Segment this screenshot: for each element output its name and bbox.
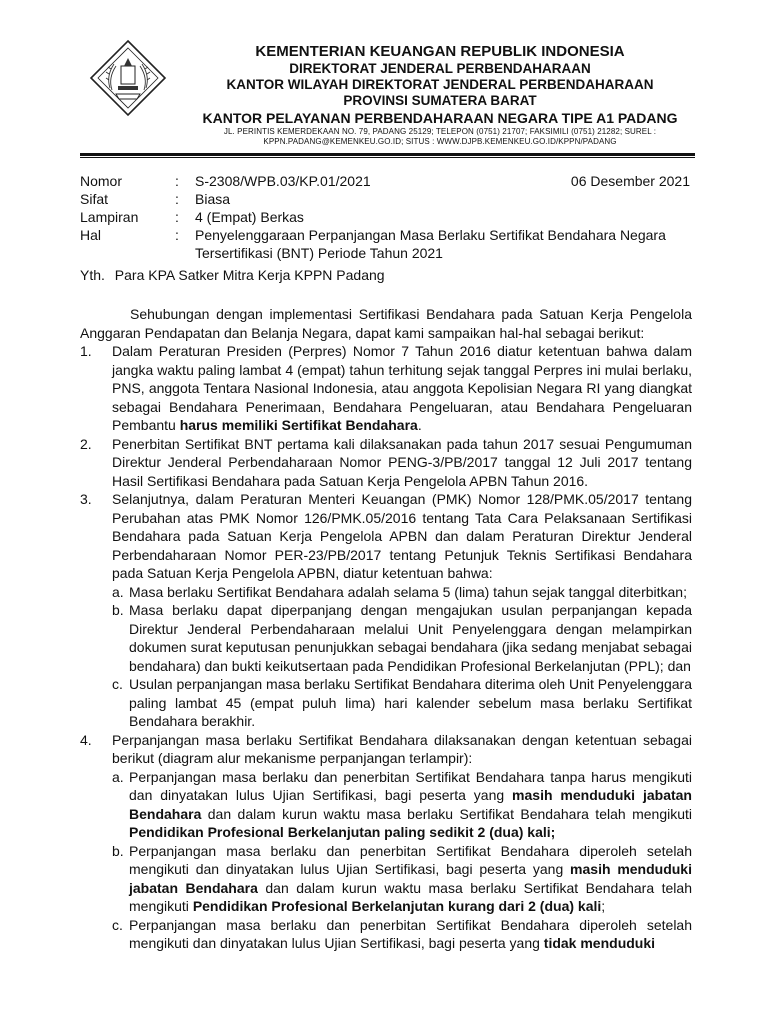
sub-item-4c-bold-1: tidak menduduki [543, 935, 656, 951]
sub-list-3 [112, 583, 692, 731]
salutation: Yth. [80, 267, 105, 283]
hal-value [195, 226, 690, 262]
main-list [80, 342, 692, 953]
colon: : [175, 191, 179, 207]
header-divider-thick [80, 153, 695, 156]
sub-item-4c-text: Perpanjangan masa berlaku dan penerbitan Sertifikat Bendahara diperoleh setelah mengikuti dan dinyatakan lulus Ujian Sertifikasi, bagi peserta yang [129, 916, 692, 951]
item-number: 2. [80, 435, 92, 452]
item-3-text: Selanjutnya, dalam Peraturan Menteri Keuangan (PMK) Nomor 128/PMK.05/2017 tentang Perubahan atas PMK Nomor 126/PMK.05/2016 tentang Tata Cara Pelaksanaan Sertifikasi Bendahara pada Satuan Kerja Pengelola APBN dan dalam Peraturan Direktur Jenderal Perbendaharaan Nomor PER-23/PB/2017 tentang Petunjuk Teknis Sertifikasi Bendahara pada Satuan Kerja Pengelola APBN, diatur ketentuan bahwa: [112, 491, 692, 581]
sub-item-4a-text: Perpanjangan masa berlaku dan penerbitan Sertifikat Bendahara tanpa harus mengikuti dan dinyatakan lulus Ujian Sertifikasi, bagi peserta yang [129, 768, 692, 803]
sub-item-4b-text-2: dan dalam kurun waktu masa berlaku Sertifikat Bendahara telah mengikuti [129, 879, 692, 914]
hal-value-line-1: Penyelenggaraan Perpanjangan Masa Berlaku Sertifikat Bendahara Negara [195, 227, 666, 243]
sub-item-4c [112, 916, 692, 953]
meta-row-hal [80, 226, 690, 262]
sifat-value: Biasa [195, 191, 231, 207]
sub-item-letter: a. [112, 768, 124, 785]
directorate-title: DIREKTORAT JENDERAL PERBENDAHARAAN [289, 61, 591, 76]
item-4-text: Perpanjangan masa berlaku Sertifikat Bendahara dilaksanakan dengan ketentuan sebagai berikut (diagram alur mekanisme perpanjangan terlampir): [112, 731, 692, 766]
sub-item-letter: a. [112, 583, 124, 600]
sub-item-3b [112, 601, 692, 675]
sub-item-3a [112, 583, 692, 602]
letterhead [175, 42, 705, 147]
letter-body [80, 305, 692, 953]
sub-item-3a-text: Masa berlaku Sertifikat Bendahara adalah selama 5 (lima) tahun sejak tanggal diterbitkan; [129, 583, 687, 600]
sub-item-4a-text-2: dan dalam kurun waktu masa berlaku Sertifikat Bendahara telah mengikuti [201, 805, 692, 822]
colon: : [175, 173, 179, 189]
nomor-value: S-2308/WPB.03/KP.01/2021 [195, 173, 371, 189]
address-line-1: JL. PERINTIS KEMERDEKAAN NO. 79, PADANG 25129; TELEPON (0751) 21707; FAKSIMILI (0751) 21282; SUREL : [223, 127, 657, 136]
hal-label: Hal [80, 227, 102, 243]
intro-paragraph: Sehubungan dengan implementasi Sertifikasi Bendahara pada Satuan Kerja Pengelola Anggaran Pendapatan dan Belanja Negara, dapat kami sampaikan hal-hal sebagai berikut: [80, 306, 692, 341]
sub-item-4a-bold-2: Pendidikan Profesional Berkelanjutan paling sedikit 2 (dua) kali; [129, 824, 556, 840]
list-item-4 [80, 731, 692, 953]
sub-item-letter: c. [112, 916, 123, 933]
sub-item-4b [112, 842, 692, 916]
sub-item-3b-text: Masa berlaku dapat diperpanjang dengan mengajukan usulan perpanjangan kepada Direktur Jenderal Perbendaharaan melalui Unit Penyelenggara dengan melampirkan dokumen surat keputusan penunjukkan sebagai bendahara (jika sedang menjabat sebagai bendahara) dan bukti keikutsertaan pada Pendidikan Profesional Berkelanjutan (PPL); dan [129, 602, 692, 674]
item-1-text: Dalam Peraturan Presiden (Perpres) Nomor 7 Tahun 2016 diatur ketentuan bahwa dalam jangka waktu paling lambat 4 (empat) tahun terhitung sejak tanggal Perpres ini mulai berlaku, PNS, anggota Tentara Nasional Indonesia, atau anggota Kepolisian Negara RI yang diangkat sebagai Bendahara Penerimaan, Bendahara Pengeluaran, atau Bendahara Pengeluaran Pembantu [112, 343, 692, 433]
ministry-title: KEMENTERIAN KEUANGAN REPUBLIK INDONESIA [255, 43, 625, 60]
regional-office-title: KANTOR WILAYAH DIREKTORAT JENDERAL PERBENDAHARAAN [226, 77, 654, 92]
sub-item-4a [112, 768, 692, 842]
sub-item-3c [112, 675, 692, 731]
item-2-text: Penerbitan Sertifikat BNT pertama kali dilaksanakan pada tahun 2017 sesuai Pengumuman Direktur Jenderal Perbendaharaan Nomor PENG-3/PB/2017 tanggal 12 Juli 2017 tentang Hasil Sertifikasi Bendahara pada Satuan Kerja Pengelola APBN Tahun 2016. [112, 435, 692, 489]
lampiran-value: 4 (Empat) Berkas [195, 209, 304, 225]
hal-value-line-2: Tersertifikasi (BNT) Periode Tahun 2021 [195, 245, 443, 261]
list-item-2 [80, 435, 692, 491]
list-item-3 [80, 490, 692, 731]
item-number: 1. [80, 343, 92, 359]
meta-row-sifat [80, 190, 690, 208]
item-number: 3. [80, 491, 92, 507]
sub-item-4a-bold-1: masih menduduki jabatan Bendahara [129, 787, 692, 822]
address-line-2: KPPN.PADANG@KEMENKEU.GO.ID; SITUS : WWW.DJPB.KEMENKEU.GO.ID/KPPN/PADANG [263, 137, 617, 146]
sub-item-letter: b. [112, 602, 124, 618]
list-item-1 [80, 342, 692, 435]
colon: : [175, 227, 179, 243]
sub-item-4b-end: ; [601, 898, 606, 914]
service-office-title: KANTOR PELAYANAN PERBENDAHARAAN NEGARA TIPE A1 PADANG [202, 110, 678, 126]
item-1-end: . [417, 417, 422, 433]
sub-item-4b-text: Perpanjangan masa berlaku dan penerbitan Sertifikat Bendahara diperoleh setelah mengikuti dan dinyatakan lulus Ujian Sertifikasi, bagi peserta yang [129, 842, 692, 877]
sub-item-letter: c. [112, 676, 123, 692]
ministry-of-finance-emblem-icon [88, 38, 168, 118]
sub-item-4b-bold-1: masih menduduki jabatan Bendahara [129, 861, 692, 896]
recipient-name: Para KPA Satker Mitra Kerja KPPN Padang [114, 267, 385, 283]
lampiran-label: Lampiran [80, 209, 139, 225]
nomor-label: Nomor [80, 173, 123, 189]
sub-item-4b-bold-2: Pendidikan Profesional Berkelanjutan kurang dari 2 (dua) kali [192, 898, 602, 914]
header-divider-thin [80, 157, 695, 158]
sub-item-3c-text: Usulan perpanjangan masa berlaku Sertifikat Bendahara diterima oleh Unit Penyelenggara paling lambat 45 (empat puluh lima) hari kalender sebelum masa berlaku Sertifikat Bendahara berakhir. [129, 676, 692, 729]
colon: : [175, 209, 179, 225]
item-number: 4. [80, 731, 92, 748]
sifat-label: Sifat [80, 191, 109, 207]
recipient [80, 266, 385, 284]
letter-meta [80, 172, 690, 262]
province-title: PROVINSI SUMATERA BARAT [343, 93, 537, 108]
sub-item-letter: b. [112, 842, 124, 859]
meta-row-lampiran [80, 208, 690, 226]
sub-list-4 [112, 768, 692, 953]
letter-date: 06 Desember 2021 [570, 173, 690, 189]
item-1-bold: harus memiliki Sertifikat Bendahara [179, 417, 418, 433]
